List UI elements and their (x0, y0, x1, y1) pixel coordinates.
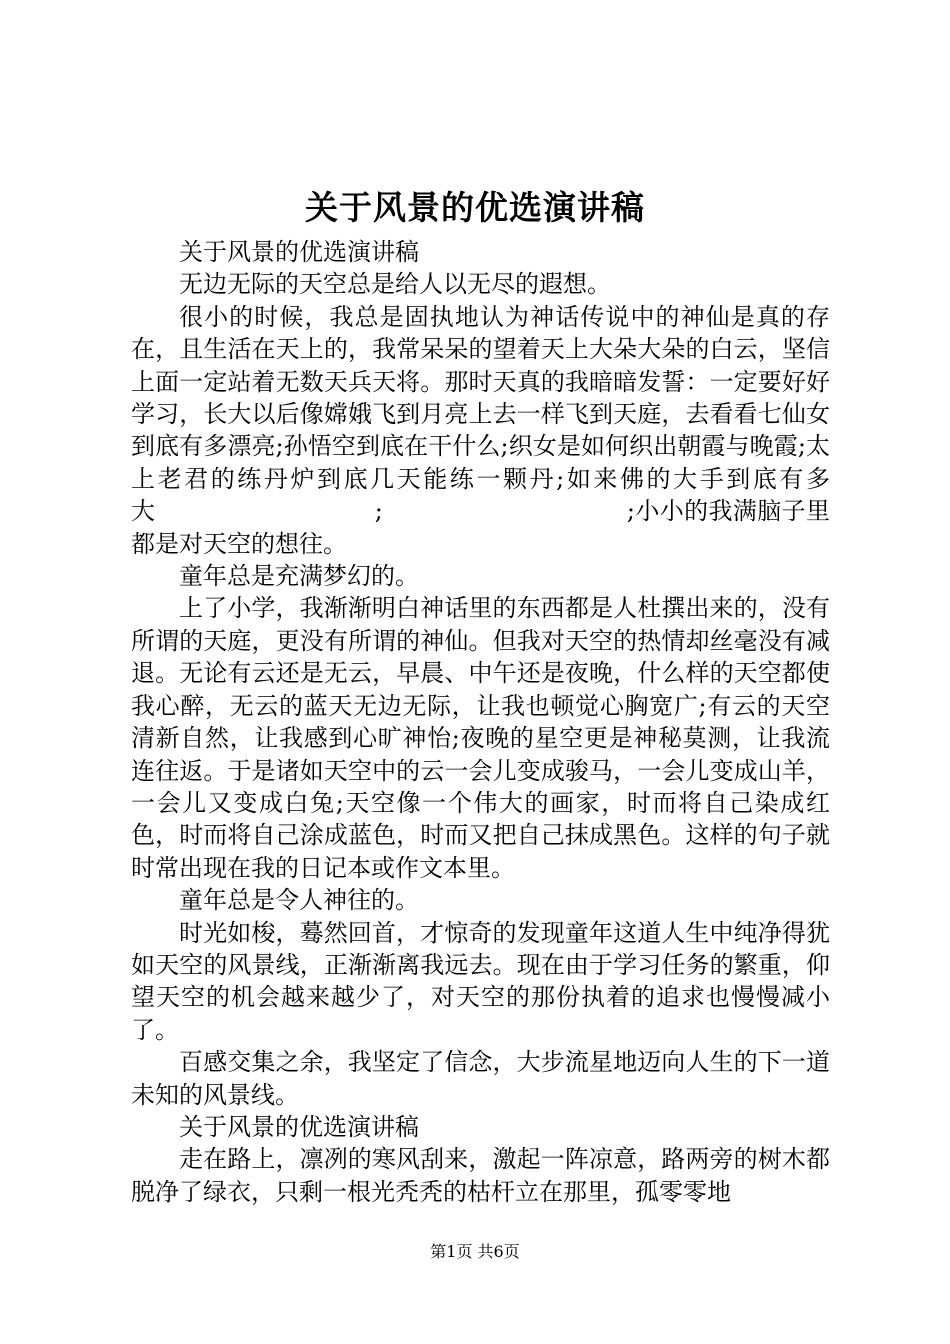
page-footer: 第1页 共6页 (430, 1242, 520, 1261)
document-title: 关于风景的优选演讲稿 (305, 188, 645, 227)
document-body (131, 236, 830, 1208)
paragraph: 童年总是充满梦幻的。 (179, 562, 419, 591)
paragraph: 百感交集之余，我坚定了信念，大步流星地迈向人生的下一道未知的风景线。 (131, 1048, 830, 1109)
paragraph: 上了小学，我渐渐明白神话里的东西都是人杜撰出来的，没有所谓的天庭，更没有所谓的神仙。但我对天空的热情却丝毫没有减退。无论有云还是无云，早晨、中午还是夜晚，什么样的天空都使我心醉，无云的蓝天无边无际，让我也顿觉心胸宽广;有云的天空清新自然，让我感到心旷神怡;夜晚的星空更是神秘莫测，让我流连往返。于是诸如天空中的云一会儿变成骏马，一会儿变成山羊，一会儿又变成白兔;天空像一个伟大的画家，时而将自己染成红色，时而将自己涂成蓝色，时而又把自己抹成黑色。这样的句子就时常出现在我的日记本或作文本里。 (131, 594, 830, 882)
paragraph: 走在路上，凛冽的寒风刮来，激起一阵凉意，路两旁的树木都脱净了绿衣，只剩一根光秃秃的枯杆立在那里，孤零零地 (131, 1145, 830, 1206)
paragraph: 无边无际的天空总是给人以无尽的遐想。 (179, 270, 611, 299)
paragraph: 很小的时候，我总是固执地认为神话传说中的神仙是真的存在，且生活在天上的，我常呆呆的望着天上大朵大朵的白云，坚信上面一定站着无数天兵天将。那时天真的我暗暗发誓：一定要好好学习，长大以后像嫦娥飞到月亮上去一样飞到天庭，去看看七仙女到底有多漂亮;孙悟空到底在干什么;织女是如何织出朝霞与晚霞;太上老君的练丹炉到底几天能练一颗丹;如来佛的大手到底有多大 ; ;小小的我满脑子里都是对天空的想往。 (131, 302, 830, 558)
paragraph: 时光如梭，蓦然回首，才惊奇的发现童年这道人生中纯净得犹如天空的风景线，正渐渐离我远去。现在由于学习任务的繁重，仰望天空的机会越来越少了，对天空的那份执着的追求也慢慢减小了。 (131, 918, 830, 1044)
paragraph: 关于风景的优选演讲稿 (179, 1112, 419, 1141)
paragraph: 关于风景的优选演讲稿 (179, 238, 419, 266)
paragraph: 童年总是令人神往的。 (179, 886, 419, 915)
